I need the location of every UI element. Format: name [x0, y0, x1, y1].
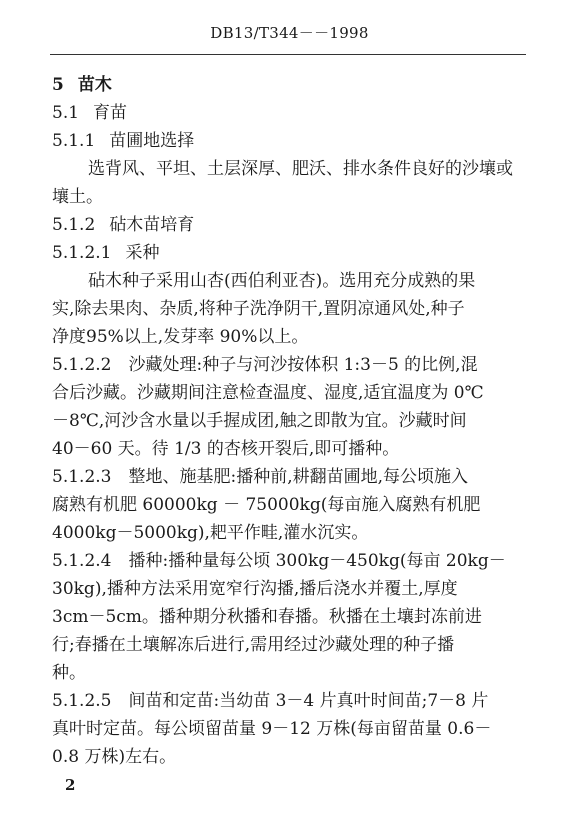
text-line: 5.1.2.2 沙藏处理:种子与河沙按体积 1:3－5 的比例,混 — [52, 355, 478, 375]
text-line: 5.1.2.3 整地、施基肥:播种前,耕翻苗圃地,每公顷施入 — [52, 467, 469, 487]
text-line: 4000kg－5000kg),耙平作畦,灌水沉实。 — [52, 523, 369, 543]
page-number: 2 — [65, 776, 76, 794]
text-line: 0.8 万株)左右。 — [52, 747, 177, 767]
text-line: 5.1.2.4 播种:播种量每公顷 300kg－450kg(每亩 20kg－ — [52, 551, 506, 571]
section-number: 5.1.1 — [52, 131, 96, 151]
section-number: 5 — [52, 75, 64, 95]
text-line: 合后沙藏。沙藏期间注意检查温度、湿度,适宜温度为 0℃ — [52, 383, 484, 403]
text-line: 腐熟有机肥 60000kg － 75000kg(每亩施入腐熟有机肥 — [52, 495, 481, 515]
text-line: 选背风、平坦、土层深厚、肥沃、排水条件良好的沙壤或 — [88, 159, 513, 179]
standard-code-header: DB13/T344－－1998 — [210, 24, 369, 42]
section-number: 5.1.2.1 — [52, 243, 112, 263]
text-line: 3cm－5cm。播种期分秋播和春播。秋播在土壤封冻前进 — [52, 607, 482, 627]
section-title: 苗圃地选择 — [109, 131, 195, 151]
section-title: 采种 — [125, 243, 160, 263]
text-line: 壤土。 — [52, 187, 103, 207]
section-heading — [52, 126, 194, 151]
text-line: 实,除去果肉、杂质,将种子洗净阴干,置阴凉通风处,种子 — [52, 299, 465, 319]
section-title: 砧木苗培育 — [109, 215, 195, 235]
header-divider — [50, 54, 526, 55]
section-number: 5.1.2 — [52, 215, 96, 235]
section-title: 育苗 — [93, 103, 128, 123]
section-heading — [52, 238, 159, 263]
section-number: 5.1 — [52, 103, 80, 123]
text-line: 5.1.2.5 间苗和定苗:当幼苗 3－4 片真叶时间苗;7－8 片 — [52, 691, 489, 711]
text-line: 40－60 天。待 1/3 的杏核开裂后,即可播种。 — [52, 439, 400, 459]
section-heading — [52, 98, 127, 123]
text-line: 30kg),播种方法采用宽窄行沟播,播后浇水并覆土,厚度 — [52, 579, 458, 599]
text-line: 真叶时定苗。每公顷留苗量 9－12 万株(每亩留苗量 0.6－ — [52, 719, 492, 739]
text-line: 砧木种子采用山杏(西伯利亚杏)。选用充分成熟的果 — [88, 271, 476, 291]
text-line: 种。 — [52, 663, 86, 683]
text-line: 行;春播在土壤解冻后进行,需用经过沙藏处理的种子播 — [52, 635, 455, 655]
section-heading — [52, 210, 194, 235]
section-title: 苗木 — [77, 75, 112, 95]
text-line: －8℃,河沙含水量以手握成团,触之即散为宜。沙藏时间 — [52, 411, 467, 431]
text-line: 净度95%以上,发芽率 90%以上。 — [52, 327, 309, 347]
section-heading — [52, 70, 112, 95]
